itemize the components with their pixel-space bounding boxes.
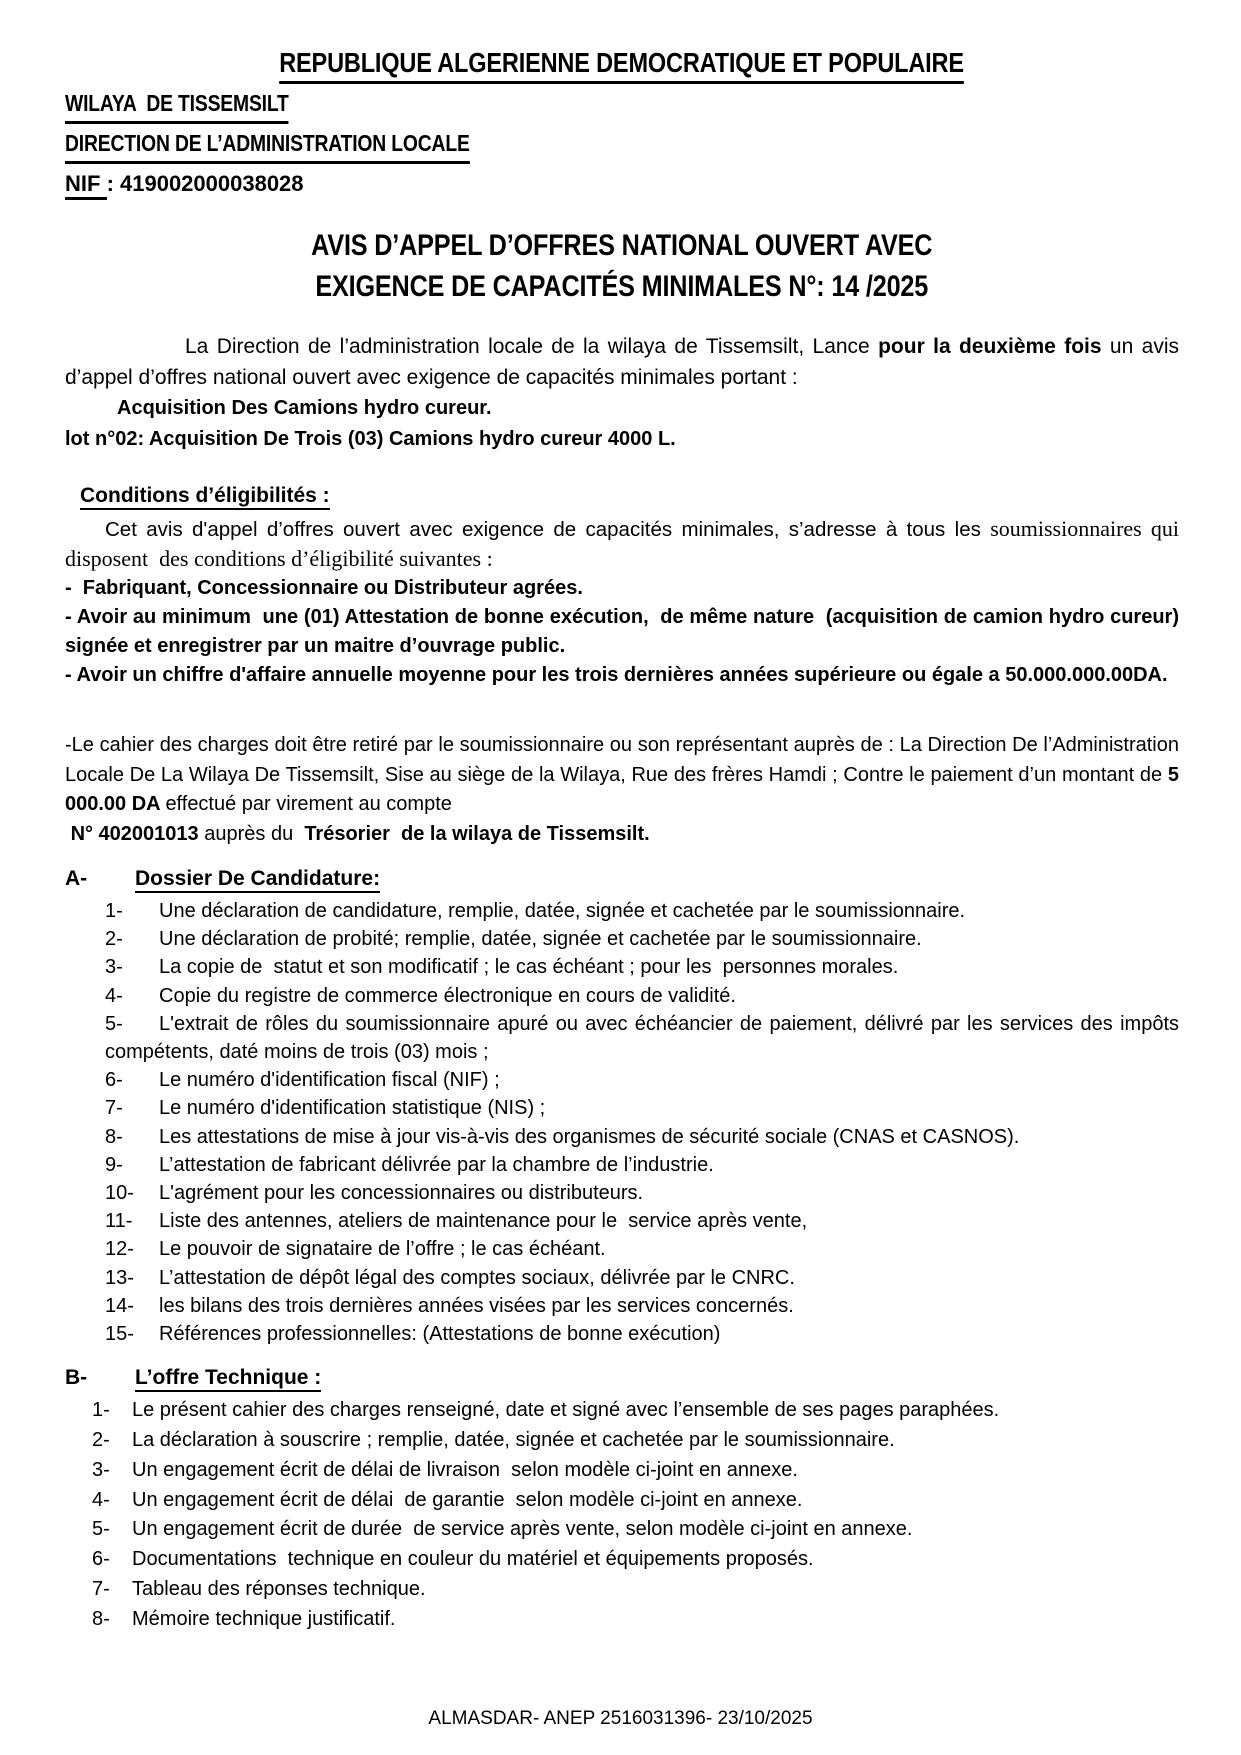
list-item	[65, 1094, 1179, 1122]
item-number: 6-	[105, 1069, 123, 1092]
cahier-part1: -Le cahier des charges doit être retiré par le soumissionnaire ou son représentant auprès de : La Direction De l’Administration Locale De La Wilaya De Tissemsilt, Sise au siège de la Wilaya, Rue des frères Hamdi ; Contre le paiement d’un montant de	[65, 734, 1185, 786]
notice-title-line2: EXIGENCE DE CAPACITÉS MINIMALES N°: 14 /2025	[315, 270, 929, 303]
item-number: 1-	[105, 900, 123, 922]
direction-title: DIRECTION DE L’ADMINISTRATION LOCALE	[65, 127, 470, 164]
item-number: 15-	[105, 1323, 134, 1346]
item-number: 12-	[105, 1238, 134, 1261]
nif-line	[65, 169, 1179, 199]
item-number: 5-	[92, 1518, 110, 1541]
list-item	[65, 1545, 1179, 1575]
eligibility-paragraph-serif: soumissionnaires qui disposent des conditions d’éligibilité suivantes :	[65, 516, 1185, 571]
cahier-paragraph	[65, 731, 1185, 820]
item-number: 14-	[105, 1294, 134, 1317]
item-text: Mémoire technique justificatif.	[132, 1607, 396, 1630]
item-number: 8-	[92, 1607, 110, 1630]
item-text: les bilans des trois dernières années visées par les services concernés.	[159, 1294, 794, 1317]
item-text: Documentations technique en couleur du matériel et équipements proposés.	[132, 1548, 814, 1571]
list-item	[65, 1151, 1179, 1179]
list-item	[65, 1207, 1179, 1235]
section-b-label: B-	[65, 1366, 88, 1390]
list-item	[65, 1575, 1179, 1605]
list-item	[65, 925, 1179, 953]
item-text: Références professionnelles: (Attestations de bonne exécution)	[159, 1323, 721, 1346]
account-line	[65, 820, 1179, 850]
candidature-list	[65, 897, 1185, 1348]
item-number: 2-	[105, 928, 123, 951]
item-number: 10-	[105, 1182, 134, 1205]
item-text: Un engagement écrit de durée de service après vente, selon modèle ci-joint en annexe.	[132, 1518, 913, 1541]
list-item	[65, 982, 1179, 1010]
item-text: Un engagement écrit de délai de livraison selon modèle ci-joint en annexe.	[132, 1458, 798, 1481]
technical-offer-list	[65, 1396, 1179, 1634]
list-item	[65, 1123, 1179, 1151]
eligibility-bullet-3: - Avoir un chiffre d'affaire annuelle moyenne pour les trois dernières années supérieure ou égale a 50.000.000.00DA.	[65, 664, 1168, 686]
item-number: 1-	[92, 1399, 110, 1422]
nif-label: NIF	[65, 171, 107, 200]
item-text: Copie du registre de commerce électronique en cours de validité.	[159, 984, 736, 1007]
item-number: 7-	[92, 1578, 110, 1601]
section-b-heading-line	[65, 1363, 1179, 1393]
intro-lead: La Direction de l’administration locale de la wilaya de Tissemsilt, Lance	[185, 335, 879, 358]
item-text: Tableau des réponses technique.	[132, 1578, 426, 1601]
eligibility-bullet-1: - Fabriquant, Concessionnaire ou Distributeur agrées.	[65, 577, 583, 599]
item-text: Une déclaration de candidature, remplie, datée, signée et cachetée par le soumissionnaire.	[159, 900, 966, 922]
account-number: N° 402001013	[65, 822, 205, 845]
item-text: Une déclaration de probité; remplie, datée, signée et cachetée par le soumissionnaire.	[159, 928, 922, 951]
wilaya-line	[65, 87, 1179, 124]
intro-paragraph	[65, 331, 1185, 393]
section-a-heading: Dossier De Candidature:	[135, 867, 380, 893]
list-item	[65, 1010, 1185, 1066]
list-item	[65, 897, 1179, 925]
eligibility-paragraph-sans: Cet avis d'appel d’offres ouvert avec exigence de capacités minimales, s’adresse à tous les	[105, 518, 991, 541]
item-text: Le numéro d'identification fiscal (NIF) ;	[159, 1069, 500, 1092]
object-line: Acquisition Des Camions hydro cureur.	[117, 397, 492, 419]
list-item	[65, 1320, 1179, 1348]
item-number: 6-	[92, 1548, 110, 1571]
item-number: 4-	[92, 1488, 110, 1511]
notice-title	[65, 225, 1179, 307]
list-item	[65, 1515, 1179, 1545]
eligibility-heading-line	[65, 480, 1179, 511]
account-tresorier: Trésorier de la wilaya de Tissemsilt.	[304, 822, 650, 845]
item-number: 5-	[105, 1012, 123, 1035]
item-text: Le présent cahier des charges renseigné, date et signé avec l’ensemble de ses pages paraphées.	[132, 1399, 1000, 1422]
intro-lead-bold: pour la deuxième fois	[878, 335, 1110, 358]
item-number: 8-	[105, 1125, 123, 1148]
eligibility-paragraph	[65, 514, 1185, 574]
item-number: 7-	[105, 1097, 123, 1120]
intro-continuation: un avis d’appel d’offres national ouvert avec exigence de capacités minimales portant :	[65, 335, 1185, 389]
list-item	[65, 1066, 1179, 1094]
item-number: 13-	[105, 1266, 134, 1289]
item-text: L'agrément pour les concessionnaires ou distributeurs.	[159, 1182, 644, 1205]
list-item	[65, 1292, 1179, 1320]
section-b-heading: L’offre Technique :	[135, 1366, 321, 1392]
item-text: Le pouvoir de signataire de l’offre ; le cas échéant.	[159, 1238, 606, 1261]
item-text: Liste des antennes, ateliers de maintenance pour le service après vente,	[159, 1210, 808, 1233]
cahier-amount: 5 000.00 DA	[65, 763, 1185, 815]
item-text: Le numéro d'identification statistique (NIS) ;	[159, 1097, 546, 1120]
cahier-part2: effectué par virement au compte	[165, 793, 452, 815]
item-number: 2-	[92, 1429, 110, 1452]
list-item	[65, 1179, 1179, 1207]
item-text: L'extrait de rôles du soumissionnaire apuré ou avec échéancier de paiement, délivré par les services des impôts compétents, daté moins de trois (03) mois ;	[105, 1012, 1185, 1064]
list-item	[65, 1605, 1179, 1635]
direction-line	[65, 127, 1179, 164]
list-item	[65, 1456, 1179, 1486]
item-number: 3-	[105, 956, 123, 979]
account-mid: auprès du	[204, 822, 305, 845]
item-text: La déclaration à souscrire ; remplie, datée, signée et cachetée par le soumissionnaire.	[132, 1429, 895, 1452]
item-number: 9-	[105, 1153, 123, 1176]
item-text: Un engagement écrit de délai de garantie selon modèle ci-joint en annexe.	[132, 1488, 803, 1511]
header-block	[65, 46, 1179, 84]
item-text: L’attestation de dépôt légal des comptes sociaux, délivrée par le CNRC.	[159, 1266, 795, 1289]
item-number: 11-	[105, 1210, 133, 1233]
list-item	[65, 1486, 1179, 1516]
eligibility-heading: Conditions d’éligibilités :	[80, 484, 330, 510]
list-item	[65, 1396, 1179, 1426]
section-a-label: A-	[65, 867, 88, 890]
list-item	[65, 1426, 1179, 1456]
lot-line: lot n°02: Acquisition De Trois (03) Camions hydro cureur 4000 L.	[65, 428, 676, 450]
eligibility-bullet-2: - Avoir au minimum une (01) Attestation de bonne exécution, de même nature (acquisition de camion hydro cureur) signée et enregistrer par un maitre d’ouvrage public.	[65, 606, 1185, 657]
nif-value: : 419002000038028	[106, 171, 304, 196]
list-item	[65, 953, 1179, 981]
republic-title: REPUBLIQUE ALGERIENNE DEMOCRATIQUE ET POPULAIRE	[280, 46, 965, 84]
item-text: L’attestation de fabricant délivrée par la chambre de l’industrie.	[159, 1153, 714, 1176]
section-a-heading-line	[65, 864, 1179, 894]
list-item	[65, 1235, 1179, 1263]
wilaya-title: WILAYA DE TISSEMSILT	[65, 87, 289, 124]
item-text: La copie de statut et son modificatif ; le cas échéant ; pour les personnes morales.	[159, 956, 899, 979]
item-number: 3-	[92, 1458, 110, 1481]
footer-anep-line: ALMASDAR- ANEP 2516031396- 23/10/2025	[428, 1708, 813, 1729]
notice-title-line1: AVIS D’APPEL D’OFFRES NATIONAL OUVERT AVEC	[311, 229, 933, 262]
item-text: Les attestations de mise à jour vis-à-vis des organismes de sécurité sociale (CNAS et CASNOS).	[159, 1125, 1020, 1148]
list-item	[65, 1264, 1179, 1292]
item-number: 4-	[105, 984, 123, 1007]
